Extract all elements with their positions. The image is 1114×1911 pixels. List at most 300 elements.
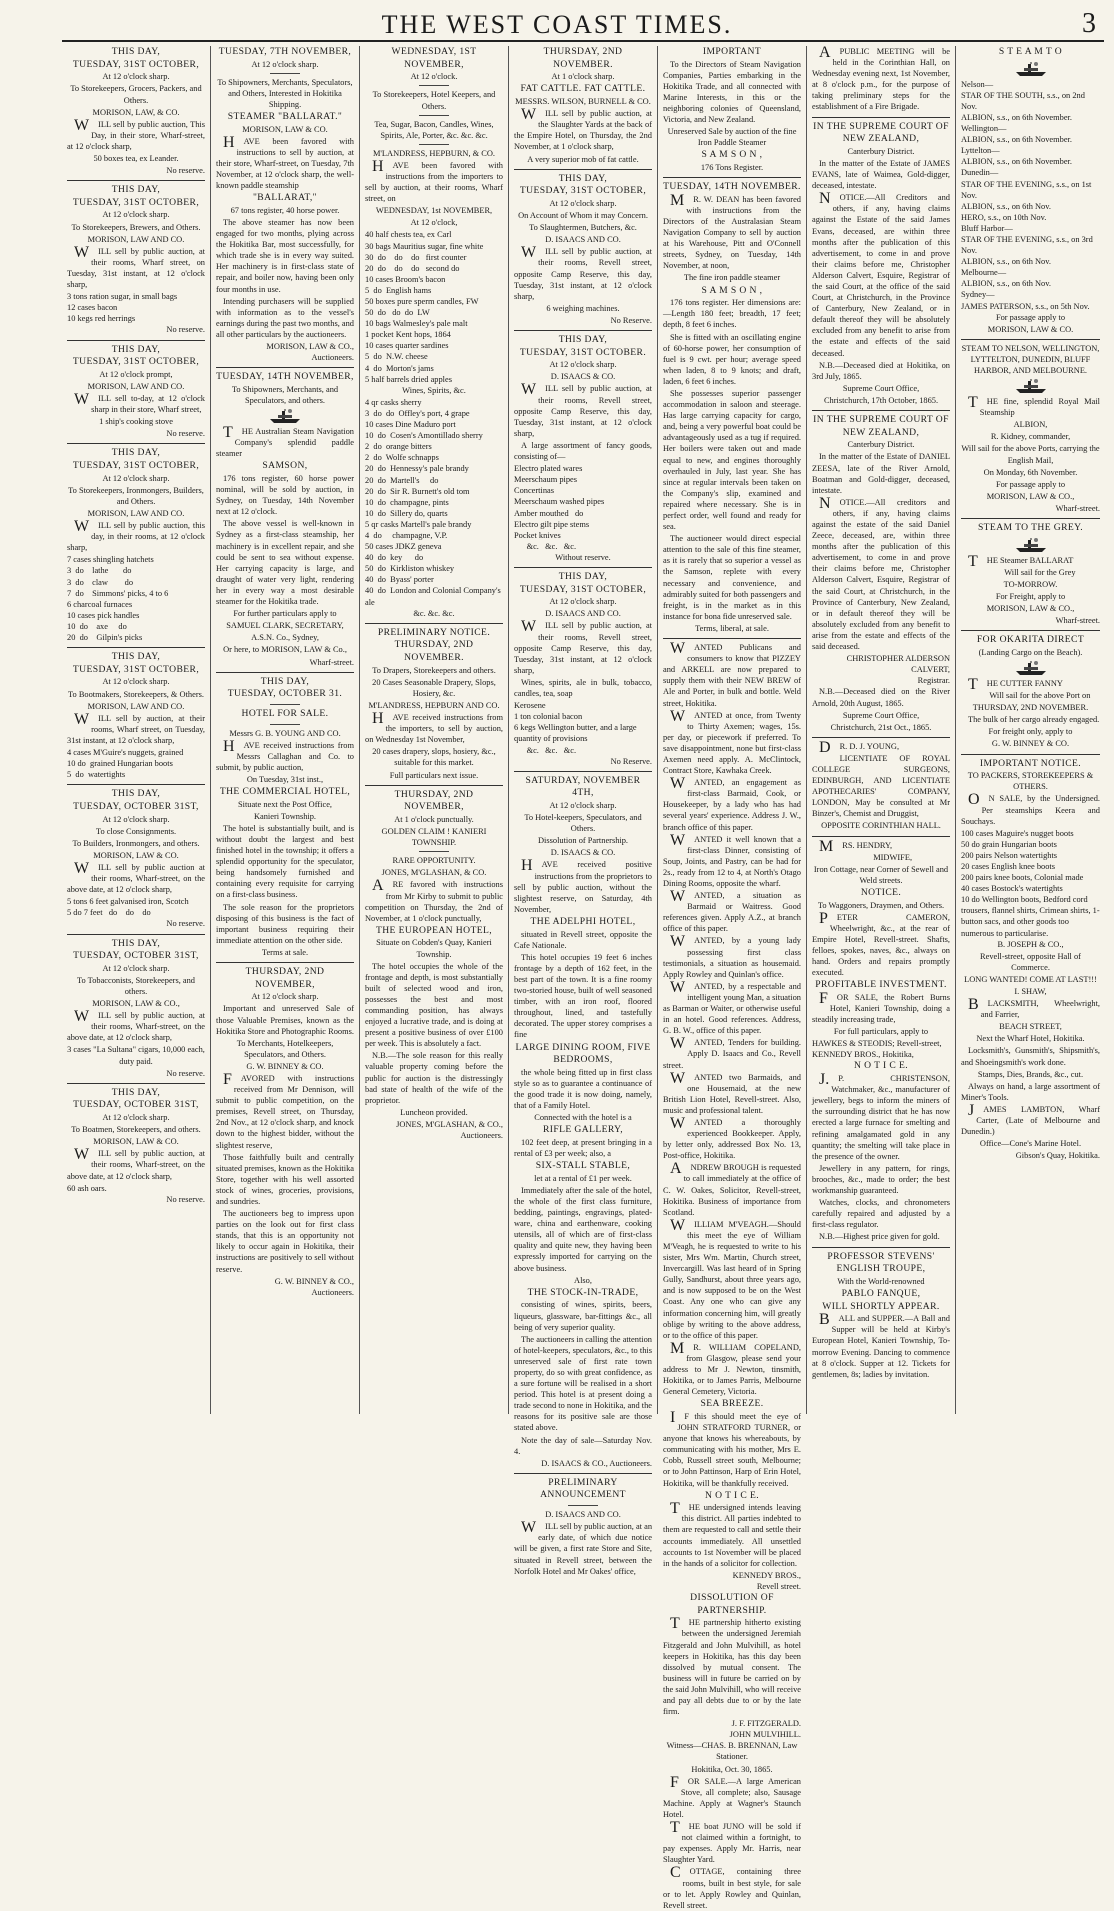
ad-paragraph: The auctioneers in calling the attention of hotel-keepers, speculators, &c., to this unreserved sale of first rate town property, do so with great confidence, as a sure fortune will be realised in a short period. This hotel is at present doing a trade second to none in Hokitika, and the reasons for its positive sale are those stated above. xyxy=(514,1334,652,1433)
ad-line-centered: At 12 o'clock sharp. xyxy=(102,473,170,483)
ad-separator xyxy=(812,737,950,738)
ad-line: ALBION, s.s., on 6th November. xyxy=(961,157,1072,167)
ad-heading: WEDNESDAY, 1ST NOVEMBER, xyxy=(391,46,477,70)
ad-line-centered: At 12 o'clock, xyxy=(410,218,458,228)
ad-heading: THURSDAY, 2ND NOVEMBER. xyxy=(543,46,623,70)
ad-paragraph: This hotel occupies 19 feet 6 inches frontage by a depth of 162 feet, in the best part of the town. It is a fine roomy two-storied house, built of well seasoned timber, with an iron roof, floored throughout, lined, and tastefully decorated. The upper storey comprises a fine xyxy=(514,952,652,1040)
ad-heading: TUESDAY, 31ST OCTOBER, xyxy=(72,663,200,675)
ad-line-centered: R. Kidney, commander, xyxy=(990,432,1071,442)
ad-signature: No reserve. xyxy=(166,429,205,439)
ad-heading: THIS DAY, xyxy=(111,184,161,196)
ad-line-centered: At 12 o'clock. xyxy=(410,72,458,82)
ad-line-centered: TO PACKERS, STOREKEEPERS & OTHERS. xyxy=(967,771,1094,792)
ad-line: 60 ash oars. xyxy=(67,1183,107,1193)
ad-heading: THIS DAY, xyxy=(111,937,161,949)
ad-heading: TUESDAY, 7TH NOVEMBER, xyxy=(218,46,352,57)
ad-signature: JOHN MULVIHILL. xyxy=(729,1730,801,1740)
ad-line-centered: Terms at sale. xyxy=(261,947,309,957)
ad-line-centered: Dissolution of Partnership. xyxy=(537,836,629,846)
ad-signature: Auctioneers. xyxy=(311,1287,354,1297)
ad-line-centered: 20 cases drapery, slops, hosiery, &c., suitable for this market. xyxy=(372,747,496,768)
ad-heading: TUESDAY, 31ST OCTOBER. xyxy=(519,346,647,358)
ad-paragraph-dropcap: THE boat JUNO will be sold if not claimed within a fortnight, to pay expenses. Apply Mr. Harris, near Slaughter Yard. xyxy=(663,1819,801,1865)
page-number: 3 xyxy=(1082,8,1096,39)
ad-signature: No reserve. xyxy=(166,919,205,929)
ad-line-centered: Situate on Cobden's Quay, Kanieri Township. xyxy=(376,938,492,959)
ad-line-centered: 67 tons register, 40 horse power. xyxy=(230,205,340,215)
ad-paragraph-dropcap: IF this should meet the eye of JOHN STRATFORD TURNER, or anyone that knows his whereabouts, by communicating with his mother, Mrs E. Cobb, Russell street south, Melbourne; or to John Pattinson, Harp of Erin Hotel, Hokitika, will be thankfully received. xyxy=(663,1408,801,1488)
ad-line-centered: MORISON, LAW & CO., xyxy=(986,491,1075,501)
ad-line-centered: D. ISAACS AND CO. xyxy=(545,235,621,245)
masthead xyxy=(0,0,1114,42)
ad-paragraph-dropcap: WILL sell to-day, at 12 o'clock sharp in their store, Wharf street, xyxy=(74,391,205,415)
ad-line-centered: At 12 o'clock sharp. xyxy=(102,1113,170,1123)
ad-line-centered: For full particulars, apply to xyxy=(833,1027,929,1037)
ad-heading: N O T I C E. xyxy=(853,1060,908,1072)
steamship-icon xyxy=(1014,537,1048,553)
ad-paragraph: 102 feet deep, at present bringing in a rental of £3 per week; also, a xyxy=(514,1137,652,1159)
ad-line-centered: To Boatmen, Storekeepers, and others. xyxy=(71,1125,201,1135)
ad-line-centered: To Storekeepers, Ironmongers, Builders, and Others. xyxy=(68,485,204,506)
ad-separator xyxy=(514,330,652,331)
ad-line-centered: G. W. BINNEY & CO. xyxy=(246,1061,324,1071)
ad-line-centered: At 12 o'clock sharp. xyxy=(251,59,319,69)
ad-paragraph: situated in Revell street, opposite the Cafe Nationale. xyxy=(514,929,652,950)
ad-paragraph: In the matter of the Estate of DANIEL ZEESA, late of the River Arnold, Boatman and Gold-digger, deceased, intestate. xyxy=(812,452,950,495)
ad-line-centered: At 1 o'clock punctually. xyxy=(394,814,474,824)
ad-line-centered: Canterbury District. xyxy=(847,146,915,156)
ad-paragraph-dropcap: BALL and SUPPER.—A Ball and Supper will be held at Kirby's European Hotel, Kanieri Township, To-morrow Evening. Dancing to commence at 8 o'clock. Supper at 12. Tickets for gentlemen, 8s; ladies by invitation. xyxy=(812,1311,950,1379)
ad-line-centered: Office—Cone's Marine Hotel. xyxy=(979,1139,1082,1149)
ad-heading: LARGE DINING ROOM, FIVE BEDROOMS, xyxy=(515,1041,651,1066)
short-rule xyxy=(419,85,449,86)
ad-list: Kerosene 1 ton colonial bacon 6 kegs Wellington butter, and a large quantity of provisions &c. &c. &c. xyxy=(514,701,637,755)
ad-line-centered: Also, xyxy=(574,1275,592,1285)
ad-heading: TUESDAY, OCTOBER 31. xyxy=(227,688,343,700)
ad-paragraph: The hotel is substantially built, and is without doubt the largest and best finished hotel in the township; it offers a splendid opportunity for the speculator, being handsomely furnished and containing every requisite for carrying on a first-class business. xyxy=(216,823,354,900)
ad-heading: IMPORTANT xyxy=(702,46,762,57)
ad-paragraph: Locksmith's, Gunsmith's, Shipsmith's, and Shoeingsmith's work done. xyxy=(961,1046,1100,1067)
ad-paragraph-dropcap: WANTED a thoroughly experienced Bookkeeper. Apply, by letter only, addressed Box No. 13, Post-office, Hokitika. xyxy=(663,1114,801,1161)
ad-heading: THIS DAY, xyxy=(111,343,161,355)
ad-line-centered: Witness—CHAS. B. BRENNAN, Law Stationer. xyxy=(666,1741,798,1762)
ad-paragraph-dropcap: WILL sell by auction, at their rooms, Wharf street, on Tuesday, 31st instant, at 12 o'clock sharp, xyxy=(67,710,205,745)
ad-heading: THURSDAY, 2ND NOVEMBER. xyxy=(394,639,474,664)
ad-line: ALBION, s.s., on 6th Nov. xyxy=(961,201,1051,211)
ad-separator xyxy=(67,340,205,341)
ad-paragraph-dropcap: THE partnership hitherto existing between the undersigned Jeremiah Fitzgerald and John Mulvihill, as hotel keepers in Hokitika, has this day been dissolved by mutual consent. The business will in future be carried on by the said John Mulvihill, who will receive and pay all debts due to or by the late firm. xyxy=(663,1615,801,1717)
ad-line: Bluff Harbor— xyxy=(961,223,1013,233)
ad-signature: KENNEDY BROS., xyxy=(732,1570,801,1580)
ad-line: Sydney— xyxy=(961,290,995,300)
ad-paragraph: The above vessel is well-known in Sydney as a first-class steamship, her machinery is in excellent repair, and she could be sent to sea without expense. Her carrying capacity is large, and draught of water very light, rendering her in every way a most desirable steamer for the Hokitika trade. xyxy=(216,519,354,607)
ad-paragraph-dropcap: WANTED two Barmaids, and one Housemaid, at the new British Lion Hotel, Revell-street. Also, music and professional talent. xyxy=(663,1069,801,1115)
ad-paragraph-dropcap: PETER CAMERON, Wheelwright, &c., at the rear of Empire Hotel, Revell-street. Shafts, felloes, spokes, naves, &c., always on hand. Orders and repairs promptly executed. xyxy=(812,909,950,978)
ad-line-centered: For passage apply to xyxy=(995,479,1066,489)
ad-paragraph-dropcap: JAMES LAMBTON, Wharf Carter, (Late of Melbourne and Dunedin.) xyxy=(961,1101,1100,1137)
ad-heading: SAMSON, xyxy=(262,460,308,472)
ad-heading: PROFESSOR STEVENS' xyxy=(827,1250,935,1262)
ad-line-centered: B. JOSEPH & CO., xyxy=(997,939,1064,949)
ad-heading: WILL SHORTLY APPEAR. xyxy=(822,1300,940,1312)
ad-line-centered: D. ISAACS AND CO. xyxy=(545,609,621,619)
ad-paragraph: To the Directors of Steam Navigation Companies, Parties embarking in the Hokitika Trade, and all connected with Marine Interests, in this or the neighboring colonies of Queensland, Victoria, and New Zealand. xyxy=(663,59,801,125)
ad-separator xyxy=(67,443,205,444)
ad-signature: Auctioneers. xyxy=(460,1131,503,1141)
ad-line-centered: Messrs G. B. YOUNG AND CO. xyxy=(229,728,341,738)
ad-separator xyxy=(663,638,801,639)
column-7 xyxy=(956,46,1105,1414)
ad-paragraph: Watches, clocks, and chronometers carefully repaired and adjusted by a first-class regulator. xyxy=(812,1198,950,1230)
ad-line-centered: ALBION, xyxy=(1013,420,1048,430)
ad-line-centered: At 12 o'clock prompt, xyxy=(99,369,173,379)
ad-line-centered: At 12 o'clock sharp. xyxy=(251,992,319,1002)
ad-line-centered: Luncheon provided. xyxy=(400,1107,468,1117)
ad-heading: "BALLARAT," xyxy=(252,192,318,204)
ad-signature: Auctioneers. xyxy=(311,353,354,363)
ad-separator xyxy=(961,754,1100,755)
ad-line-centered: At 12 o'clock sharp. xyxy=(549,597,617,607)
ad-signature: G. W. BINNEY & CO., xyxy=(274,1276,354,1286)
ad-separator xyxy=(514,169,652,170)
ad-paragraph: Note the day of sale—Saturday Nov. 4. xyxy=(514,1435,652,1456)
ad-line-centered: To Drapers, Storekeepers and others. xyxy=(372,665,496,675)
ad-line-centered: I. SHAW, xyxy=(1014,987,1047,996)
ad-paragraph-dropcap: WANTED Publicans and consumers to know that PIZZEY and ARKELL are now prepared to supply them with their NEW BREW of Ale and Porter, in bulk and bottle. Weld street, Hokitika. xyxy=(663,640,801,708)
ad-line-centered: To Bootmakers, Storekeepers, & Others. xyxy=(68,689,204,699)
ad-line-centered: Revell-street, opposite Hall of Commerce. xyxy=(980,951,1081,972)
short-rule xyxy=(270,724,300,725)
ad-paragraph-dropcap: FAVORED with instructions received from Mr Dennison, will submit to public competition, on the premises, Revell street, on Thursday, 2nd Nov., at 12 o'clock sharp, and knock down to the highest bidder, without the slightest reserve, xyxy=(216,1070,354,1150)
ad-separator xyxy=(216,367,354,368)
ad-heading: TUESDAY, 31ST OCTOBER, xyxy=(72,196,200,208)
ad-heading: PROFITABLE INVESTMENT. xyxy=(815,979,947,991)
short-rule xyxy=(270,73,300,74)
ad-heading: STEAM TO THE GREY. xyxy=(977,522,1084,534)
ad-signature: D. ISAACS & CO., Auctioneers. xyxy=(541,1458,652,1468)
steamship-icon xyxy=(1014,660,1048,676)
ad-line-centered: let at a rental of £1 per week. xyxy=(534,1173,632,1183)
ad-line-centered: Christchurch, 21st Oct., 1865. xyxy=(830,722,932,732)
ad-line-centered: GOLDEN CLAIM ! KANIERI TOWNSHIP. xyxy=(381,827,487,848)
ad-heading: FAT CATTLE. FAT CATTLE. xyxy=(520,83,646,95)
ad-signature: No Reserve. xyxy=(610,756,652,766)
ad-line: ALBION, s.s., on 6th Nov. xyxy=(961,279,1051,289)
column-1 xyxy=(62,46,211,1414)
ad-paragraph: N.B.—Highest price given for gold. xyxy=(819,1232,940,1242)
ad-line-centered: At 12 o'clock sharp. xyxy=(102,814,170,824)
ad-paragraph-dropcap: HAVE been favored with instructions to sell by auction, at their store, Wharf-street, on Tuesday, 7th November, at 12 o'clock sharp, the well-known paddle steamship xyxy=(216,133,354,191)
ad-paragraph: The auctioneers beg to impress upon parties on the look out for first class stands, that this is an opportunity not likely to occur again in Hokitika, their instructions are positively to sell without reserve. xyxy=(216,1209,354,1274)
ad-line-centered: MESSRS. WILSON, BURNELL & CO. xyxy=(515,97,651,107)
ad-heading: THE STOCK-IN-TRADE, xyxy=(527,1286,639,1298)
ad-line-centered: MIDWIFE, xyxy=(873,852,913,862)
ad-line-centered: MORISON, LAW & CO. xyxy=(93,850,179,860)
ad-line-centered: The fine iron paddle steamer xyxy=(683,273,781,283)
ad-paragraph: A large assortment of fancy goods, consisting of— xyxy=(514,440,652,462)
ad-heading: DISSOLUTION OF PARTNERSHIP. xyxy=(690,1592,774,1616)
columns-container xyxy=(62,44,1108,1910)
ad-heading: THIS DAY, xyxy=(260,675,310,687)
ad-line-centered: MORISON, LAW & CO. xyxy=(93,1137,179,1147)
ad-paragraph-dropcap: THE undersigned intends leaving this district. All parties indebted to them are requested to call and settle their accounts immediately. All unsettled accounts to 1st November will be placed in the hands of a solicitor for collection. xyxy=(663,1500,801,1568)
column-2 xyxy=(211,46,360,1414)
steamship-icon xyxy=(1014,61,1048,77)
ad-line: JAMES PATERSON, s.s., on 5th Nov. xyxy=(961,301,1090,311)
ad-line-centered: D. ISAACS & CO. xyxy=(550,372,616,382)
ad-paragraph: Immediately after the sale of the hotel, the whole of the first class furniture, bedding, paintings, engravings, plated-ware, china and earthenware, cooking utensils, all of which are of first-class quality and quite new, they having been expressly imported for carrying on the above business. xyxy=(514,1185,652,1273)
ad-paragraph-dropcap: COTTAGE, containing three rooms, built in best style, for sale or to let. Apply Rowley and Quinlan, Revell street. xyxy=(663,1864,801,1910)
ad-paragraph-dropcap: WANTED at once, from Twenty to Thirty Axemen; wages, 15s. per day, or piecework if preferred. To save disappointment, none but first-class Axemen need apply. A. McClintock, Contract Store, Kawhaka Creek. xyxy=(663,707,801,776)
ad-line: ALBION, s.s., on 6th November. xyxy=(961,112,1072,122)
ad-paragraph: Those faithfully built and centrally situated premises, known as the Hokitika Store, together with his well assorted stock of wines, groceries, provisions, and sundries. xyxy=(216,1152,354,1206)
ad-heading: IN THE SUPREME COURT OF NEW ZEALAND, xyxy=(813,120,949,145)
ad-heading: THIS DAY, xyxy=(558,570,608,582)
ad-line-centered: To close Consignments. xyxy=(95,826,177,836)
ad-paragraph-dropcap: THE Australian Steam Navigation Company's splendid paddle steamer xyxy=(216,424,354,459)
ad-line-centered: Supreme Court Office, xyxy=(842,383,920,393)
ad-heading: SEA BREEZE. xyxy=(700,1398,764,1410)
ad-line-centered: MORISON, LAW & CO., xyxy=(92,999,180,1009)
ad-separator xyxy=(961,630,1100,631)
ad-paragraph: The auctioneer would direct especial attention to the sale of this fine steamer, as it is rarely that so superior a vessel as the Samson, replete with every necessary and convenience, and admirably suited for both passengers and freight, is in the market as in this instance for bona fide unreserved sale. xyxy=(663,534,801,621)
ad-line-centered: To Storekeepers, Brewers, and Others. xyxy=(71,222,201,232)
ad-paragraph: 176 tons register, 60 horse power nominal, will be sold by auction, in Sydney, on Tuesday, 14th November next at 12 o'clock. xyxy=(216,474,354,517)
ad-signature: Gibson's Quay, Hokitika. xyxy=(1015,1151,1100,1161)
ad-separator xyxy=(67,784,205,785)
ad-line-centered: Stamps, Dies, Brands, &c., cut. xyxy=(977,1069,1084,1079)
ad-paragraph-dropcap: NOTICE.—All Creditors and others, if any, having claims against the Estate of the said James Evans, deceased, are within three months after the publication of this advertisement, to come in and prove their claims before me, Christopher Alderson Calvert, Esquire, Registrar of the said Court, at the office of the said Court, at Christchurch, in the Province of Canterbury, New Zealand, or in default thereof they will be absolutely excluded from any benefit to arise from the estate and effects of the said deceased. xyxy=(812,190,950,358)
ad-heading: TUESDAY, 31ST OCTOBER, xyxy=(72,460,200,472)
ad-paragraph: Jewellery in any pattern, for rings, brooches, &c., made to order; the best workmanship guaranteed. xyxy=(812,1163,950,1196)
ad-heading: N O T I C E. xyxy=(704,1489,759,1501)
ad-line: Wellington— xyxy=(961,124,1007,134)
ad-separator xyxy=(67,647,205,648)
ad-line: Dunedin— xyxy=(961,168,999,178)
ad-line-centered: MORISON, LAW & CO. xyxy=(242,124,328,134)
ad-line-centered: 20 Cases Seasonable Drapery, Slops, Hosiery, &c. xyxy=(372,677,496,698)
ad-line-centered: JONES, M'GLASHAN, & CO. xyxy=(381,868,487,878)
ad-line-centered: To Slaughtermen, Butchers, &c. xyxy=(529,223,637,233)
ad-line: 3 tons ration sugar, in small bags xyxy=(67,292,178,302)
ad-heading: TUESDAY, OCTOBER 31ST, xyxy=(73,800,199,812)
ad-signature: No reserve. xyxy=(166,166,205,176)
ad-paragraph-dropcap: WANTED, by a respectable and intelligent young Man, a situation as Barman or Waiter, or otherwise useful in an hotel. Good references. Address, G. B. W., office of this paper. xyxy=(663,978,801,1036)
ad-separator xyxy=(961,339,1100,340)
ad-line: STAR OF THE EVENING, s.s., on 1st Nov. xyxy=(961,179,1092,200)
ad-line-centered: Will sail for the above Port on xyxy=(989,691,1091,701)
ad-list: 40 half chests tea, ex Carl 30 bags Mauritius sugar, fine white 30 do do do first counter 20 do do do second do 10 cases Broom's bacon 5 do English hams 50 boxes pure sperm candles, FW 50 do do do LW 10 bags Walmesley's pale malt 1 pocket Kent hops, 1864 10 cases quarter sardines 5 do N.W. cheese 4 do Morton's jams 5 half barrels dried apples xyxy=(365,230,484,384)
ad-heading: S T E A M T O xyxy=(998,46,1063,57)
ad-paragraph: consisting of wines, spirits, beers, liqueurs, glassware, bar-fittings &c., all being of very superior quality. xyxy=(514,1300,652,1332)
ad-line-centered: On Account of Whom it may Concern. xyxy=(518,211,648,221)
ad-paragraph-dropcap: DR. D. J. YOUNG, xyxy=(819,738,900,756)
ad-line: Melbourne— xyxy=(961,268,1007,278)
ad-line-centered: To Waggoners, Draymen, and Others. xyxy=(817,900,945,910)
ad-line-centered: For further particulars apply to xyxy=(233,609,337,619)
ad-line: Nelson— xyxy=(961,79,994,89)
ad-signature: JONES, M'GLASHAN, & CO., xyxy=(396,1119,503,1129)
ad-line-centered: RARE OPPORTUNITY. xyxy=(392,856,476,866)
ad-separator xyxy=(216,962,354,963)
ad-heading: TUESDAY, 14TH NOVEMBER. xyxy=(663,181,801,193)
ad-heading: ENGLISH TROUPE, xyxy=(836,1263,926,1275)
ad-line-centered: MORISON, LAW AND CO. xyxy=(87,508,185,518)
ad-separator xyxy=(67,934,205,935)
short-rule xyxy=(270,704,300,705)
ad-line-centered: OPPOSITE CORINTHIAN HALL. xyxy=(821,821,941,831)
ad-heading: SIX-STALL STABLE, xyxy=(535,1160,631,1172)
ad-line: ALBION, s.s., on 6th November. xyxy=(961,135,1072,145)
column-5 xyxy=(658,46,807,1910)
ad-line-centered: SAMUEL CLARK, SECRETARY, xyxy=(226,621,344,631)
ad-paragraph: The bulk of her cargo already engaged. xyxy=(968,715,1100,725)
ad-paragraph: 176 tons register. Her dimensions are:—Length 180 feet; breadth, 17 feet; depth, 8 feet 6 inches. xyxy=(663,298,801,330)
ad-heading: THIS DAY, xyxy=(558,172,608,184)
ad-line: KENNEDY BROS., Hokitika, xyxy=(812,1050,914,1060)
ad-line-centered: At 12 o'clock sharp. xyxy=(549,360,617,370)
ad-line-centered: Terms, liberal, at sale. xyxy=(695,623,769,633)
ad-separator xyxy=(812,836,950,837)
ad-line-centered: Wines, Spirits, &c. xyxy=(402,385,466,395)
ad-line-centered: To Storekeepers, Grocers, Packers, and Others. xyxy=(70,84,202,105)
ad-heading: TUESDAY, 31ST OCTOBER, xyxy=(519,583,647,595)
ad-line-centered: Canterbury District. xyxy=(847,440,915,450)
ad-line: HAWKES & STEODIS; Revell-street, xyxy=(812,1039,942,1049)
ad-line-centered: At 12 o'clock sharp. xyxy=(102,963,170,973)
ad-heading: NOTICE. xyxy=(860,886,902,898)
ad-heading: THE EUROPEAN HOTEL, xyxy=(375,924,493,936)
ad-heading: TUESDAY, OCTOBER 31ST, xyxy=(73,950,199,962)
ad-signature: No reserve. xyxy=(166,1194,205,1204)
ad-line-centered: Next the Wharf Hotel, Hokitika. xyxy=(976,1034,1085,1044)
ad-line-centered: LONG WANTED! COME AT LAST!!! xyxy=(964,974,1097,984)
ad-line: STAR OF THE EVENING, s.s., on 3rd Nov. xyxy=(961,234,1093,256)
ad-line-centered: A very superior mob of fat cattle. xyxy=(527,154,639,164)
ad-separator xyxy=(216,672,354,673)
ad-list: Electro plated wares Meerschaum pipes Concertinas Meerschaum washed pipes Amber mouthed do Electro gilt pipe stems Pocket knives &c. &c. &c. xyxy=(514,464,605,551)
ad-paragraph-dropcap: FOR SALE.—A large American Stove, all complete; also, Sausage Machine. Apply at Wagner's Staunch Hotel. xyxy=(663,1773,801,1819)
ad-signature: No reserve. xyxy=(166,1068,205,1078)
ad-line-centered: Tea, Sugar, Bacon, Candles, Wines, Spirits, Ale, Porter, &c. &c. &c. xyxy=(374,119,494,140)
ad-heading: THIS DAY, xyxy=(111,447,161,459)
ad-line-centered: On Monday, 6th November. xyxy=(983,467,1078,477)
ad-line-centered: STEAM TO NELSON, WELLINGTON, LYTTELTON, DUNEDIN, BLUFF HARBOR, AND MELBOURNE. xyxy=(961,343,1100,375)
ad-paragraph: Always on hand, a large assortment of Miner's Tools. xyxy=(961,1081,1100,1102)
ad-signature: MORISON, LAW & CO., xyxy=(266,342,354,352)
ad-line-centered: Iron Cottage, near Corner of Sewell and Weld streets. xyxy=(813,864,949,885)
ad-heading: PABLO FANQUE, xyxy=(841,1287,921,1299)
ad-signature: Registrar. xyxy=(917,676,950,686)
ad-line-centered: D. ISAACS AND CO. xyxy=(545,1510,621,1520)
ad-paragraph-dropcap: WANTED, an engagement as first-class Barmaid, Cook, or Housekeeper, by a lady who has had several years' experience. Address J. W., branch office of this paper. xyxy=(663,775,801,832)
ad-paragraph-dropcap: WILLIAM M'VEAGH.—Should this meet the eye of William M'Veagh, he is requested to write to his sister, Mrs Wm. Martin, Church street, Invercargill. Was last heard of in Spring Gully, Sandhurst, about three years ago, and is now supposed to be on the West Coast. Any one who can give any information concerning him, will greatly oblige by writing to the above address, or to the office of this paper. xyxy=(663,1216,801,1340)
ad-heading: THIS DAY, xyxy=(111,788,161,800)
column-3 xyxy=(360,46,509,1414)
ad-signature: Revell street. xyxy=(756,1581,801,1591)
ad-heading: THURSDAY, 2ND NOVEMBER, xyxy=(394,788,474,813)
short-rule xyxy=(419,115,449,116)
ad-paragraph: She is fitted with an oscillating engine of 60-horse power, her consumption of fuel is 9 cwt. per hour; average speed when laden, 8 to 9 knots; and draft, laden, 6 feet 6 inches. xyxy=(663,332,801,386)
ad-line-centered: MORISON, LAW & CO., xyxy=(986,604,1075,614)
ad-paragraph: Intending purchasers will be supplied with information as to the vessel's earnings during the past two months, and all other particulars by the auctioneers. xyxy=(216,296,354,339)
ad-line-centered: On Tuesday, 31st inst., xyxy=(246,774,324,784)
ad-paragraph-dropcap: BLACKSMITH, Wheelwright, and Farrier, xyxy=(968,996,1100,1020)
ad-heading: THIS DAY, xyxy=(111,1086,161,1098)
ad-heading: THURSDAY, 2ND NOVEMBER, xyxy=(245,966,325,990)
ad-line-centered: M'LANDRESS, HEPBURN, & CO. xyxy=(372,148,496,158)
ad-line-centered: MORISON, LAW, & CO. xyxy=(92,107,180,117)
ad-heading: IMPORTANT NOTICE. xyxy=(979,757,1082,769)
ad-line-centered: To Shipowners, Merchants, and Speculators, and others. xyxy=(231,384,339,405)
ad-separator xyxy=(514,1473,652,1474)
ad-paragraph-dropcap: THE CUTTER FANNY xyxy=(968,676,1063,693)
ad-line-centered: Will sail for the above Ports, carrying the English Mail, xyxy=(961,444,1100,465)
ad-line-centered: Situate next the Post Office, xyxy=(237,799,333,809)
ad-heading: TUESDAY, 31ST OCTOBER, xyxy=(72,356,200,368)
column-6 xyxy=(807,46,956,1414)
ad-paragraph-dropcap: WILL sell by public auction, at their rooms, Wharf-street, on the above date, at 12 o'clock sharp, xyxy=(67,1008,205,1043)
ad-line-centered: Without reserve. xyxy=(555,552,611,562)
ad-line-centered: Will sail for the Grey xyxy=(1004,567,1076,577)
ad-separator xyxy=(961,518,1100,519)
ad-line-centered: Supreme Court Office, xyxy=(842,710,920,720)
ad-heading: THE COMMERCIAL HOTEL, xyxy=(219,786,351,798)
ad-line-centered: Kanieri Township. xyxy=(253,811,317,821)
newspaper-title: THE WEST COAST TIMES. xyxy=(381,10,733,39)
column-4 xyxy=(509,46,658,1576)
ad-list: 4 qr casks sherry 3 do do Offley's port, 4 grape 10 cases Dine Maduro port 10 do Cosen's Amontillado sherry 2 do orange bitters 2 do Wolfe schnapps 20 do Hennessy's pale brandy 20 do Martell's do 20 do Sir R. Burnett's old tom 10 do champagne, pints 10 do Sillery do, quarts 5 qr casks Martell's pale brandy 4 do champagne, V.P. 50 cases JDKZ geneva 40 do key do 50 do Kirkliston whiskey 40 do Byass' porter 40 do London and Colonial Company's ale xyxy=(365,397,501,607)
ad-list: 5 tons 6 feet galvanised iron, Scotch 5 do 7 feet do do do xyxy=(67,897,189,918)
short-rule xyxy=(568,1505,598,1506)
ad-line-centered: For Freight, apply to xyxy=(995,591,1066,601)
ad-line-centered: For freight only, apply to xyxy=(988,727,1073,737)
ad-line-centered: Full particulars next issue. xyxy=(389,770,479,780)
ad-line-centered: To Shipowners, Merchants, Speculators, and Others, Interested in Hokitika Shipping. xyxy=(217,77,353,109)
ad-paragraph-dropcap: NOTICE.—All creditors and others, if any, having claims against the estate of the said Daniel Zeece, deceased, are, within three months after the publication of this advertisement, to come in and prove their claims before me, Christopher Alderson Calvert, Esquire, Registrar of the said Court, at Christchurch, in the Province of Canterbury, New Zealand, or in default thereof they will be absolutely excluded from any benefit to arise from the estate and effects of the said deceased. xyxy=(812,494,950,652)
ad-line-centered: (Landing Cargo on the Beach). xyxy=(978,647,1083,657)
ad-line: HERO, s.s., on 10th Nov. xyxy=(961,212,1047,222)
ad-line-centered: M'LANDRESS, HEPBURN AND CO. xyxy=(368,700,500,710)
ad-paragraph-dropcap: ON SALE, by the Undersigned. Per steamships Keera and Souchays. xyxy=(961,791,1100,826)
ad-paragraph-dropcap: WILL sell by public auction, This Day, in their store, Wharf-street, at 12 o'clock sharp, xyxy=(67,116,205,151)
ad-heading: PRELIMINARY ANNOUNCEMENT xyxy=(540,1476,626,1501)
ad-line-centered: At 12 o'clock sharp. xyxy=(102,677,170,687)
ad-paragraph-dropcap: WILL sell by public auction, at their rooms, Revell street, opposite Camp Reserve, this day, Tuesday, 31st instant, at 12 o'clock sharp, xyxy=(514,618,652,675)
ad-paragraph-dropcap: WILL sell by public auction at their rooms, Wharf-street, on the above date, at 12 o'clock sharp, xyxy=(67,859,205,895)
ad-paragraph-dropcap: THE fine, splendid Royal Mail Steamship xyxy=(968,394,1100,418)
ad-paragraph: N.B.—Deceased died on the River Arnold, 20th August, 1865. xyxy=(812,687,950,708)
ad-signature: No reserve. xyxy=(166,325,205,335)
ad-line-centered: BEACH STREET, xyxy=(999,1022,1062,1032)
ad-line-centered: At 12 o'clock sharp. xyxy=(549,198,617,208)
ad-paragraph-dropcap: WILL sell by public auction, this day, in their rooms, at 12 o'clock sharp, xyxy=(67,518,205,553)
ad-heading: SATURDAY, NOVEMBER 4TH, xyxy=(525,774,641,799)
ad-heading: FOR OKARITA DIRECT xyxy=(976,634,1085,646)
ad-heading: PRELIMINARY NOTICE. xyxy=(377,626,491,638)
ad-paragraph-dropcap: HAVE been favored with instructions from the importers to sell by auction, at their rooms, Wharf street, on xyxy=(365,157,503,204)
ad-list: 4 cases M'Guire's nuggets, grained 10 do grained Hungarian boots 5 do watertights xyxy=(67,747,184,780)
ad-separator xyxy=(514,771,652,772)
ad-heading: THE ADELPHI HOTEL, xyxy=(530,915,636,927)
ad-paragraph-dropcap: FOR SALE, the Robert Burns Hotel, Kanieri Township, doing a steadily increasing trade, xyxy=(812,989,950,1025)
masthead-rule xyxy=(62,40,1104,42)
ad-separator xyxy=(365,785,503,786)
ad-paragraph-dropcap: MRS. HENDRY, xyxy=(819,837,893,855)
ad-separator xyxy=(812,117,950,118)
ad-paragraph-dropcap: ANDREW BROUGH is requested to call immediately at the office of C. W. Oakes, Solicitor, Revell-street, Hokitika. Business of importance from Scotland. xyxy=(663,1160,801,1217)
ad-paragraph: Important and unreserved Sale of those Valuable Premises, known as the Hokitika Store and Photographic Rooms. xyxy=(216,1004,354,1036)
